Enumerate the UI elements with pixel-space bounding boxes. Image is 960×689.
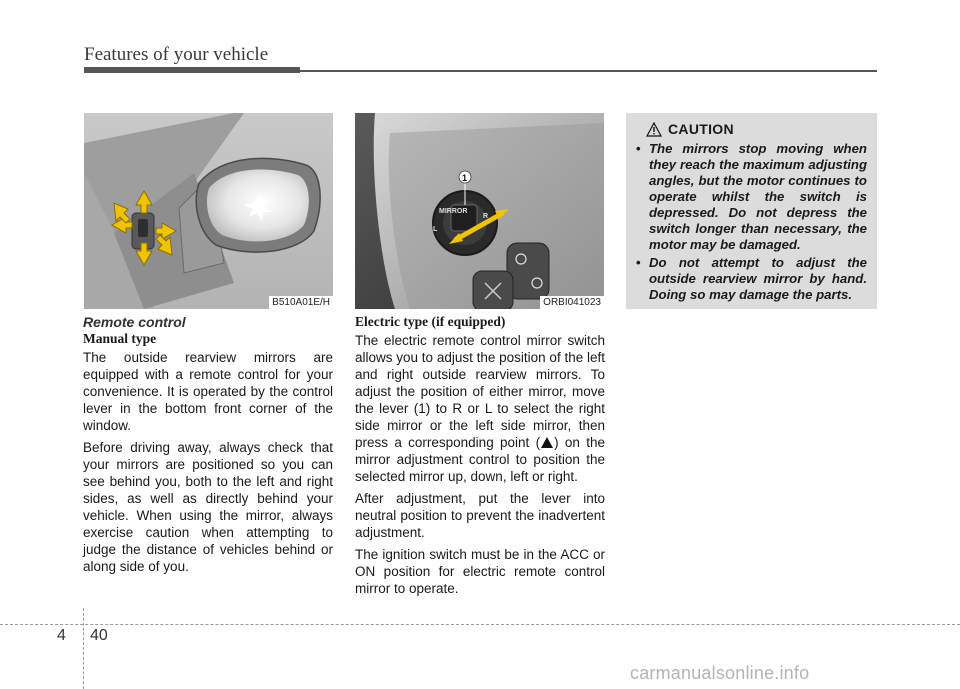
caution-box [626,113,877,309]
manual-mirror-illustration [84,113,333,309]
caution-title: CAUTION [668,121,734,137]
paragraph: Before driving away, always check that your mirrors are positioned so you can see behind you, both to the left and right sides, as well as directly behind your vehicle. When using the mirror, always exercise caution when attempting to judge the distance of vehicles behind or along side of you. [83,440,333,574]
page-header-title: Features of your vehicle [84,44,269,65]
lever-number: 1 [462,173,468,183]
paragraph-part: The electric remote control mirror switch allows you to adjust the position of the left and right outside rearview mirrors. To adjust the position of either mirror, move the lever (1) to R or L to select the right side mirror or the left side mirror, then press a corresponding point ( [355,333,605,450]
watermark: carmanualsonline.info [630,663,810,683]
left-text-column [83,314,333,580]
paragraph: The ignition switch must be in the ACC or ON position for electric remote control mirror to operate. [355,547,605,596]
figure-caption: B510A01E/H [269,296,333,309]
triangle-point-icon [541,437,553,448]
right-select-label: R [483,213,489,220]
electric-mirror-switch-figure [355,113,604,309]
paragraph [355,332,605,485]
caution-item: • Do not attempt to adjust the outside rearview mirror by hand. Doing so may damage the parts. [634,255,867,303]
paragraph: The outside rearview mirrors are equipped with a remote control for your convenience. It is operated by the control lever in the bottom front corner of the window. [83,350,333,433]
header-rule-thick [84,67,300,73]
electric-mirror-switch-illustration [355,113,604,309]
caution-list [634,141,867,303]
caution-item: • The mirrors stop moving when they reach the maximum adjusting angles, but the motor continues to operate whilst the switch is depressed. Do not depress the switch longer than necessary, the motor may be damaged. [634,141,867,253]
warning-triangle-icon [646,122,662,137]
footer-rule [0,624,960,625]
mirror-switch-label: MIRROR [439,208,468,215]
chapter-number: 4 [57,627,66,644]
paragraph-part: ) on the mirror adjustment control to position the selected mirror up, down, left or right. [355,435,605,484]
header-rule-thin [300,70,877,72]
subsection-title: Electric type (if equipped) [355,314,506,329]
manual-mirror-figure [84,113,333,309]
section-title: Remote control [83,314,186,330]
right-text-column [355,314,605,602]
figure-caption: ORBI041023 [540,296,604,309]
subsection-title: Manual type [83,331,157,346]
left-select-label: L [433,226,438,233]
caution-header [646,121,867,137]
paragraph: After adjustment, put the lever into neutral position to prevent the inadvertent adjustment. [355,491,605,540]
footer-divider [83,608,84,689]
page-number: 40 [90,627,108,644]
